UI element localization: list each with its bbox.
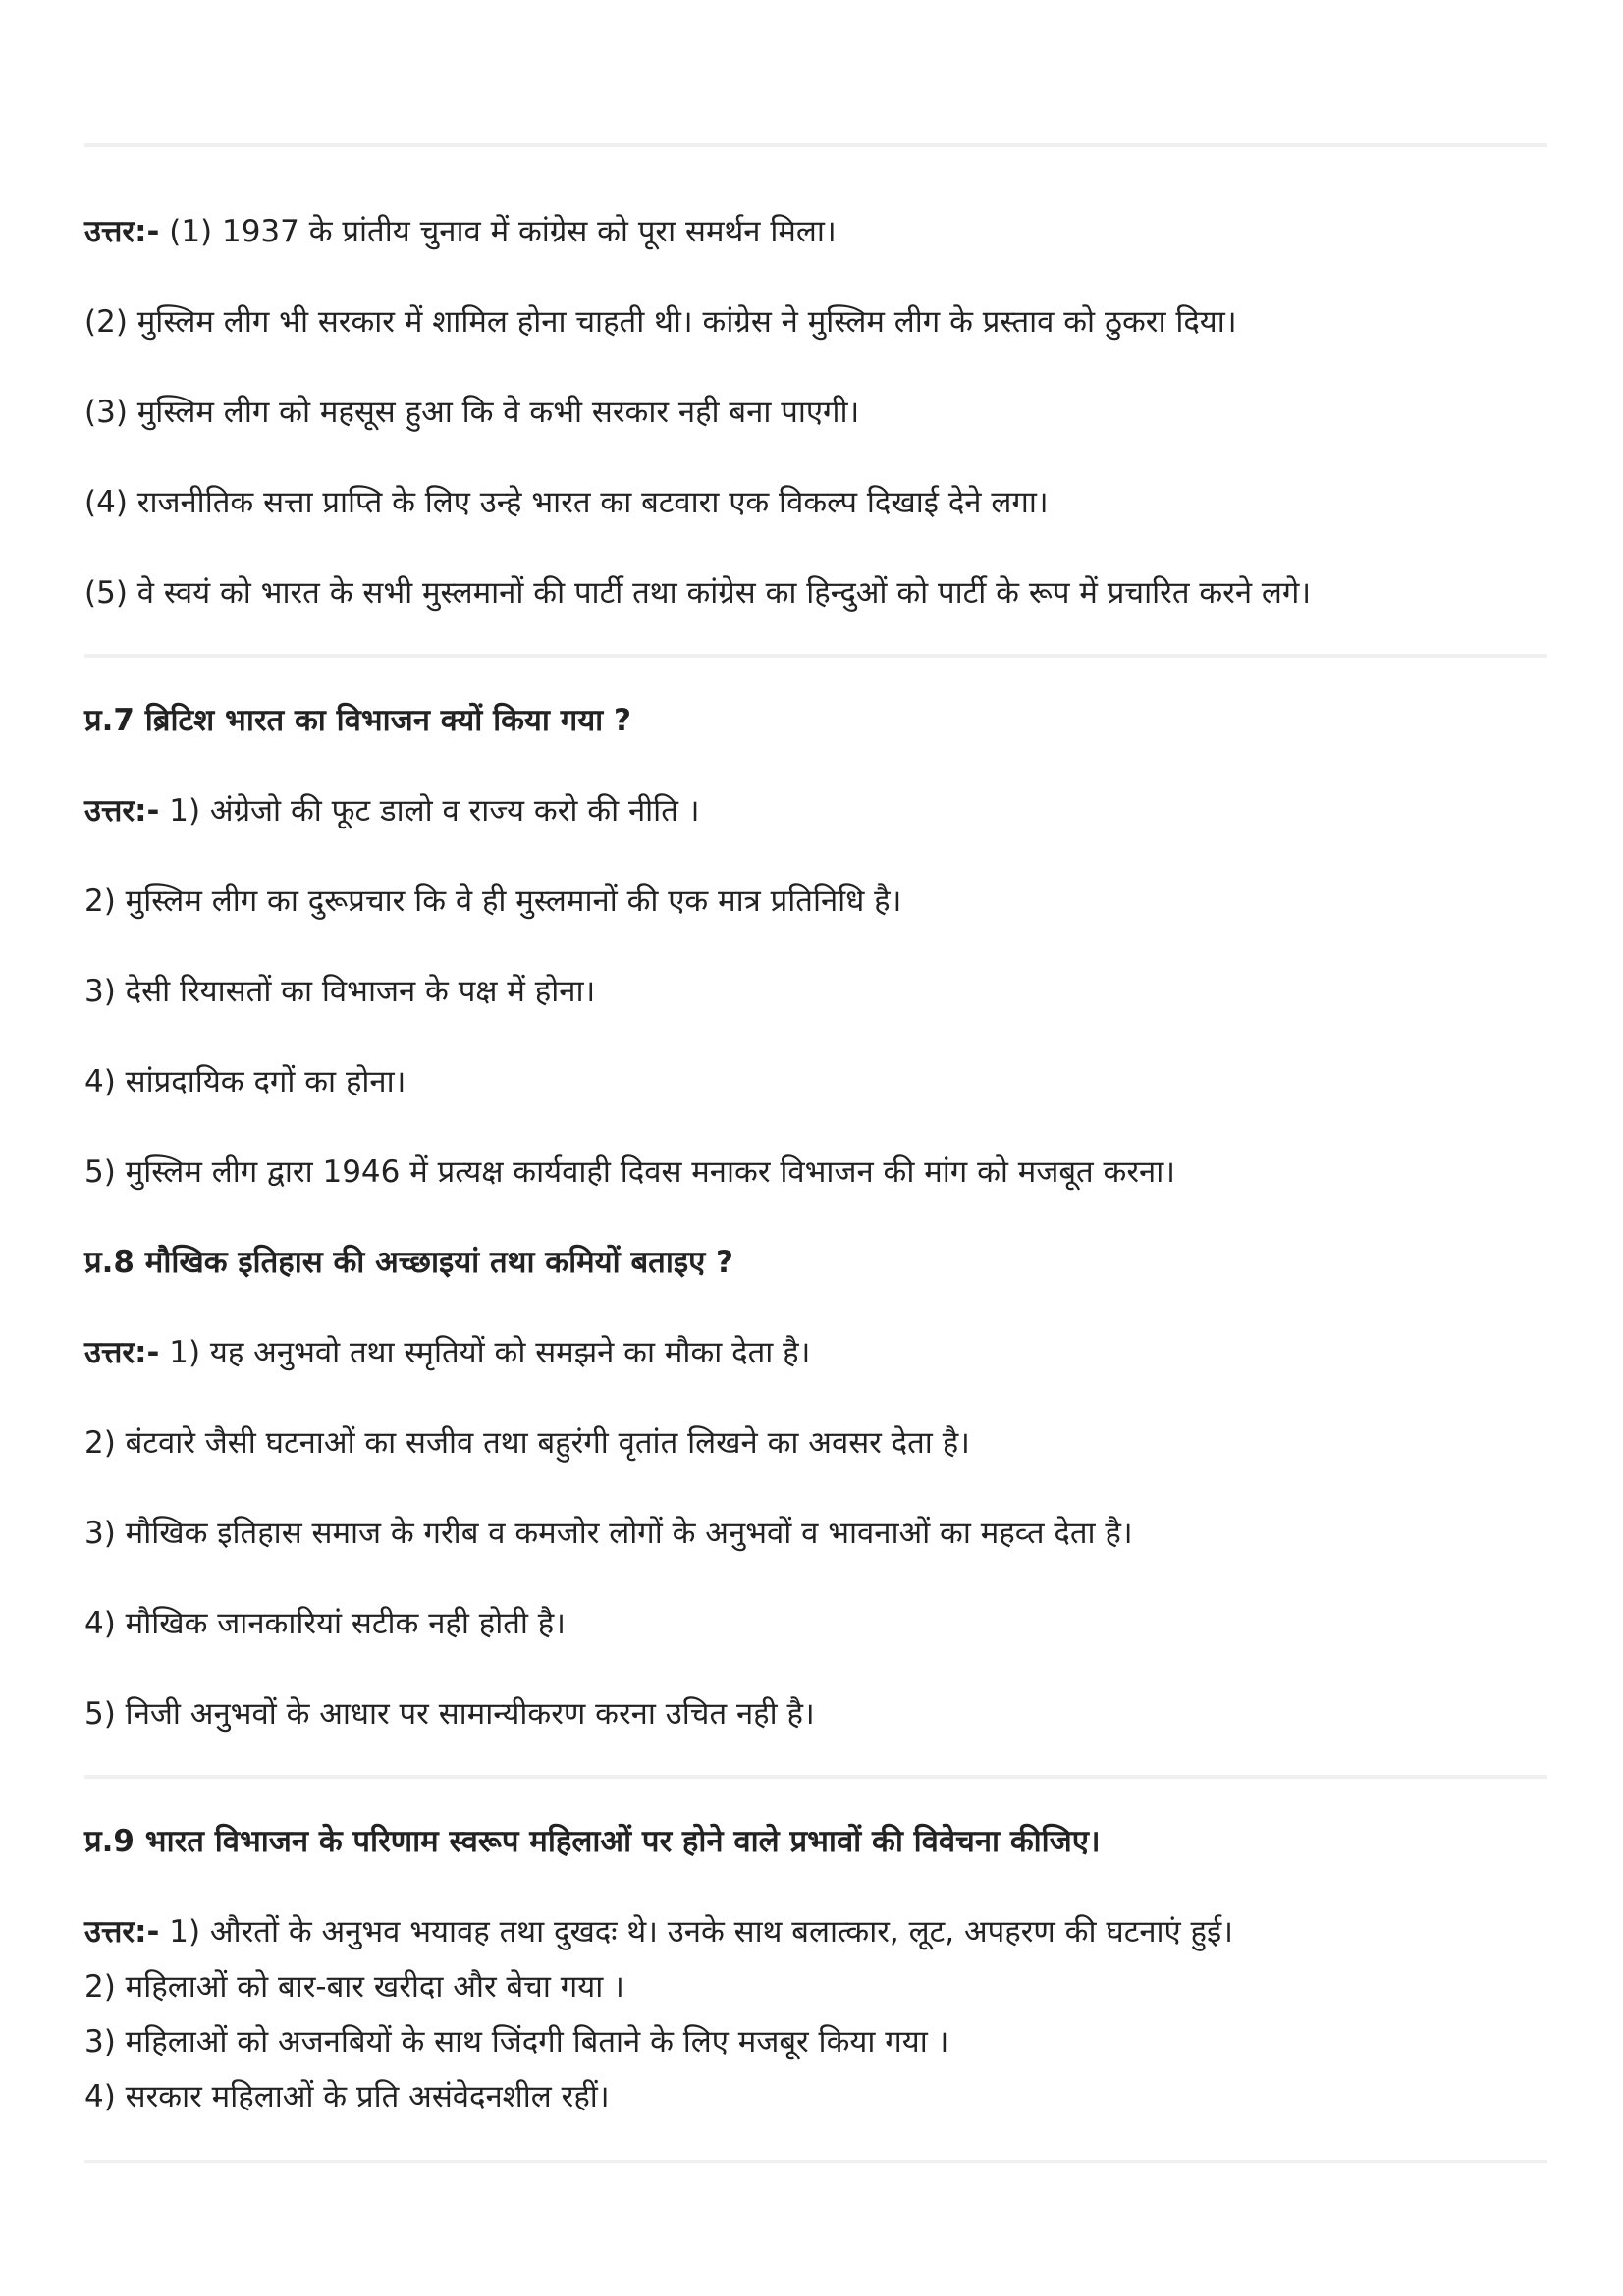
answer-line: 5) निजी अनुभवों के आधार पर सामान्यीकरण करना उचित नही है। [84, 1696, 815, 1732]
answer-text: 1) अंग्रेजो की फूट डालो व राज्य करो की नीति । [169, 793, 700, 828]
answer-line: 5) मुस्लिम लीग द्वारा 1946 में प्रत्यक्ष कार्यवाही दिवस मनाकर विभाजन की मांग को मजबूत करना। [84, 1154, 1176, 1190]
answer-line [84, 789, 1557, 832]
question-heading: प्र.9 भारत विभाजन के परिणाम स्वरूप महिलाओं पर होने वाले प्रभावों की विवेचना कीजिए। [84, 1824, 1101, 1859]
answer-label: उत्तर:- [84, 1914, 160, 1949]
answer-line: 2) महिलाओं को बार-बार खरीदा और बेचा गया । [84, 1969, 624, 2004]
answer-line: 4) सरकार महिलाओं के प्रति असंवेदनशील रहीं। [84, 2079, 610, 2114]
answer-text: 1) औरतों के अनुभव भयावह तथा दुखदः थे। उनके साथ बलात्कार, लूट, अपहरण की घटनाएं हुई। [169, 1914, 1233, 1949]
answer-line: (5) वे स्वयं को भारत के सभी मुस्लमानों की पार्टी तथा कांग्रेस का हिन्दुओं को पार्टी के रूप में प्रचारित करने लगे। [84, 575, 1312, 611]
answer-line: 4) सांप्रदायिक दगों का होना। [84, 1064, 406, 1099]
answer-line [84, 1910, 1557, 1953]
answer-line: 3) देसी रियासतों का विभाजन के पक्ष में होना। [84, 974, 596, 1009]
answer-line: (4) राजनीतिक सत्ता प्राप्ति के लिए उन्हे भारत का बटवारा एक विकल्प दिखाई देने लगा। [84, 485, 1049, 520]
answer-text: (1) 1937 के प्रांतीय चुनाव में कांग्रेस को पूरा समर्थन मिला। [169, 214, 837, 249]
answer-line [84, 1331, 1557, 1374]
divider [84, 143, 1547, 147]
divider [84, 654, 1547, 658]
answer-line: (2) मुस्लिम लीग भी सरकार में शामिल होना चाहती थी। कांग्रेस ने मुस्लिम लीग के प्रस्ताव को ठुकरा दिया। [84, 304, 1237, 340]
question-heading: प्र.7 ब्रिटिश भारत का विभाजन क्यों किया गया ? [84, 703, 631, 738]
answer-line: 4) मौखिक जानकारियां सटीक नही होती है। [84, 1606, 567, 1641]
answer-label: उत्तर:- [84, 214, 160, 249]
divider [84, 1775, 1547, 1779]
answer-line: (3) मुस्लिम लीग को महसूस हुआ कि वे कभी सरकार नही बना पाएगी। [84, 395, 860, 430]
answer-label: उत्तर:- [84, 1335, 160, 1370]
answer-line: 2) मुस्लिम लीग का दुरूप्रचार कि वे ही मुस्लमानों की एक मात्र प्रतिनिधि है। [84, 883, 902, 919]
answer-text: 1) यह अनुभवो तथा स्मृतियों को समझने का मौका देता है। [169, 1335, 811, 1370]
question-heading: प्र.8 मौखिक इतिहास की अच्छाइयां तथा कमियों बताइए ? [84, 1245, 734, 1280]
answer-line: 3) महिलाओं को अजनबियों के साथ जिंदगी बिताने के लिए मजबूर किया गया । [84, 2024, 949, 2059]
answer-line [84, 210, 1557, 253]
answer-line: 2) बंटवारे जैसी घटनाओं का सजीव तथा बहुरंगी वृतांत लिखने का अवसर देता है। [84, 1425, 970, 1461]
divider [84, 2160, 1547, 2163]
answer-line: 3) मौखिक इतिहास समाज के गरीब व कमजोर लोगों के अनुभवों व भावनाओं का महव्त देता है। [84, 1516, 1133, 1551]
answer-label: उत्तर:- [84, 793, 160, 828]
